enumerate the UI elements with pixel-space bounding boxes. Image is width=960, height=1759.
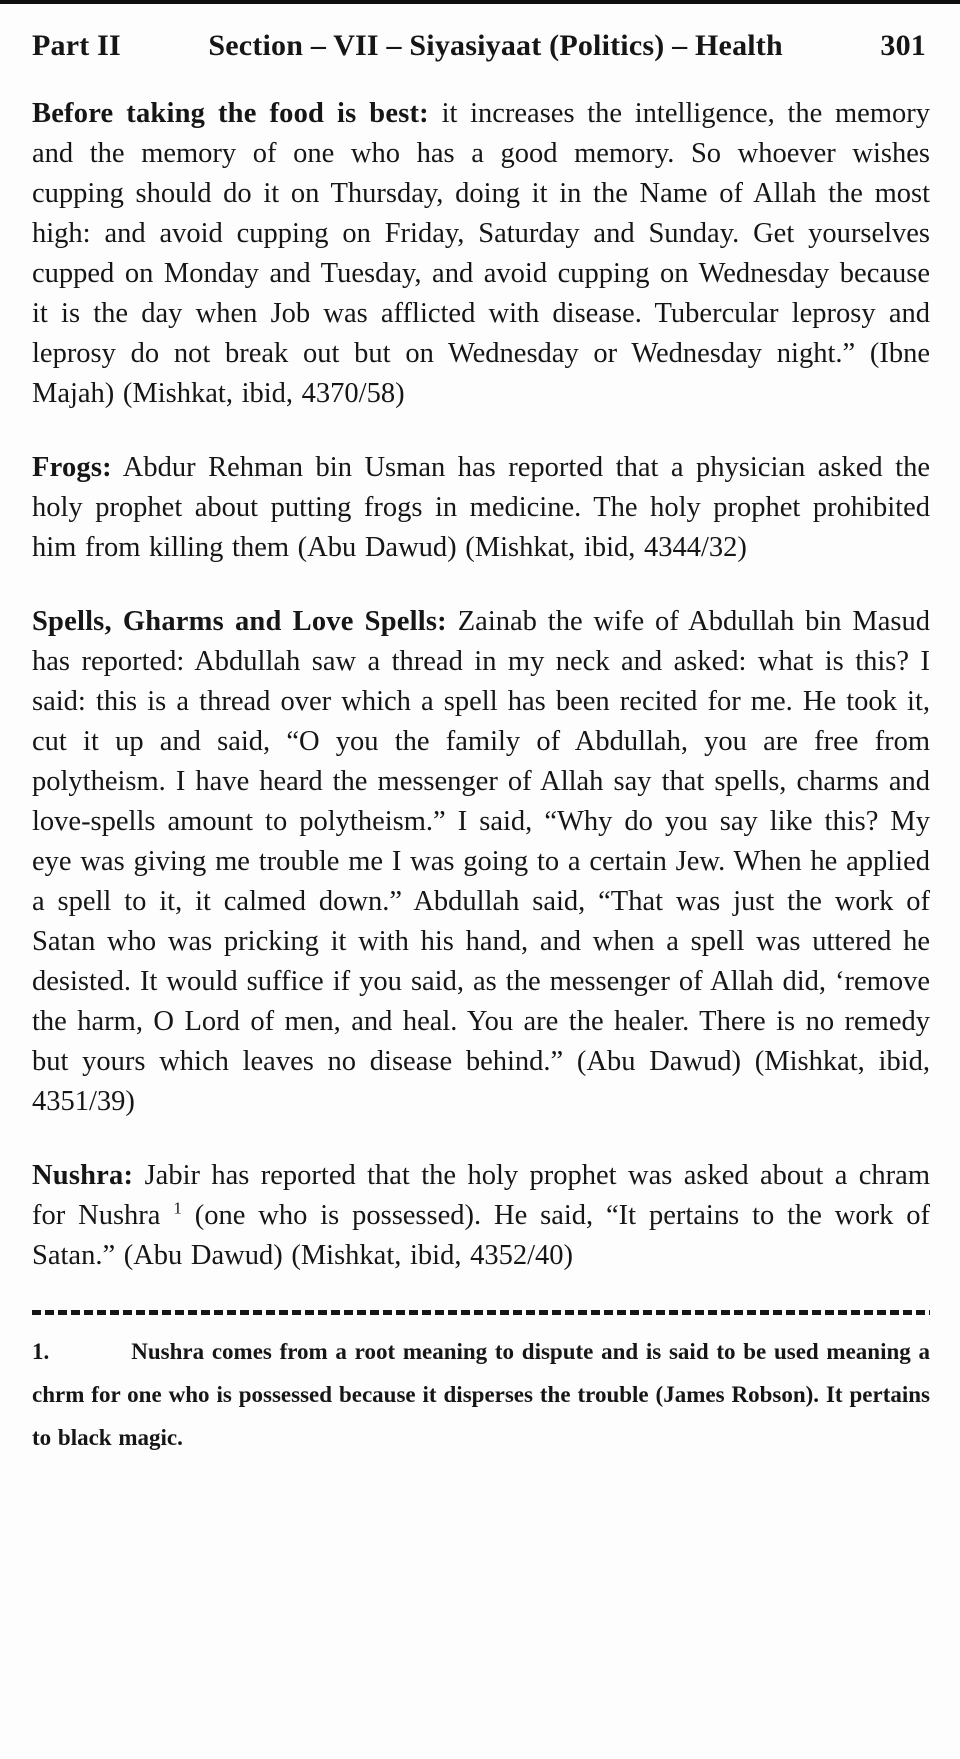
paragraph-lead: Frogs: (32, 452, 112, 483)
header-part-label: Part II (32, 29, 121, 62)
paragraph-body: Zainab the wife of Abdullah bin Masud has reported: Abdullah saw a thread in my neck and asked: what is this? I said: this is a thread over which a spell has been recited for me. He took it, cut it up and said, “O you the family of Abdullah, you are free from polytheism. I have heard the messenger of Allah say that spells, charms and love-spells amount to polytheism.” I said, “Why do you say like this? My eye was giving me trouble me I was going to a certain Jew. When he applied a spell to it, it calmed down.” Abdullah said, “That was just the work of Satan who was pricking it with his hand, and when a spell was uttered he desisted. It would suffice if you said, as the messenger of Allah did, ‘remove the harm, O Lord of men, and heal. You are the healer. There is no remedy but yours which leaves no disease behind.” (Abu Dawud) (Mishkat, ibid, 4351/39) (32, 606, 931, 1117)
header-section-title: Section – VII – Siyasiyaat (Politics) – Health (208, 29, 783, 62)
paragraph-nushra (32, 1156, 930, 1276)
footnote-reference-marker: 1 (173, 1198, 182, 1218)
paragraph-body: it increases the intelligence, the memory and the memory of one who has a good memory. So whoever wishes cupping should do it on Thursday, doing it in the Name of Allah the most high: and avoid cupping on Friday, Saturday and Sunday. Get yourselves cupped on Monday and Tuesday, and avoid cupping on Wednesday because it is the day when Job was afflicted with disease. Tubercular leprosy and leprosy do not break out but on Wednesday or Wednesday night.” (Ibne Majah) (Mishkat, ibid, 4370/58) (32, 98, 930, 409)
paragraph-body: Abdur Rehman bin Usman has reported that a physician asked the holy prophet about putting frogs in medicine. The holy prophet prohibited him from killing them (Abu Dawud) (Mishkat, ibid, 4344/32) (32, 452, 930, 563)
footnote-separator-dashed-line (32, 1310, 930, 1315)
paragraph-spells-charms (32, 602, 930, 1122)
paragraph-before-taking-food (32, 94, 930, 414)
page-number: 301 (880, 29, 926, 62)
scan-edge-artifact (0, 0, 960, 4)
page-header (32, 26, 930, 66)
paragraph-body: Jabir has reported that the holy prophet was asked about a chram for Nushra (32, 1160, 930, 1231)
paragraph-lead: Before taking the food is best: (32, 98, 429, 129)
footnote-number: 1. (32, 1339, 50, 1364)
footnote (32, 1330, 930, 1459)
footnote-text: Nushra comes from a root meaning to dispute and is said to be used meaning a chrm for one who is possessed because it disperses the trouble (James Robson). It pertains to black magic. (32, 1339, 930, 1450)
paragraph-lead: Spells, Gharms and Love Spells: (32, 606, 447, 637)
paragraph-body: (one who is possessed). He said, “It pertains to the work of Satan.” (Abu Dawud) (Mishkat, ibid, 4352/40) (32, 1200, 931, 1271)
paragraph-frogs (32, 448, 930, 568)
paragraph-lead: Nushra: (32, 1160, 134, 1191)
